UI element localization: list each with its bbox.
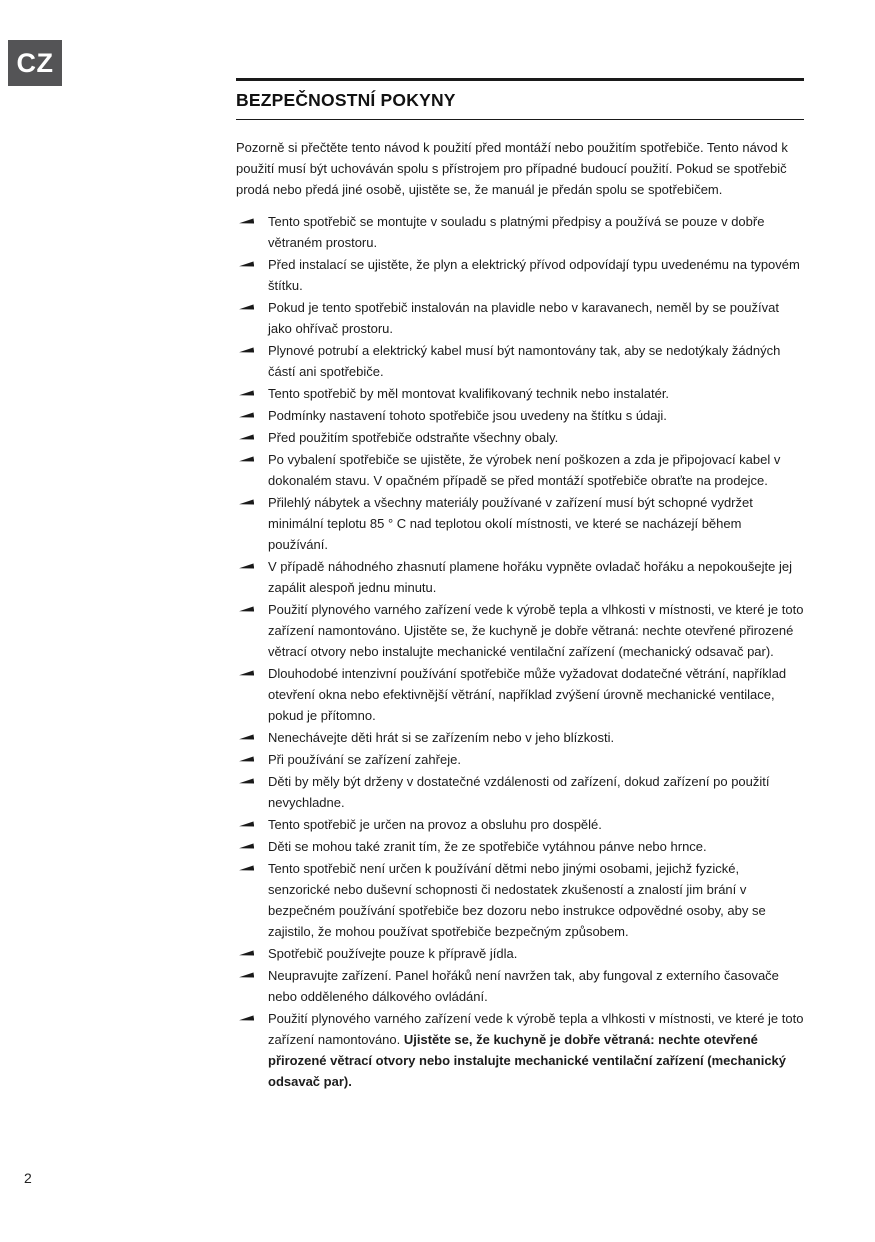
dash-bullet-icon: [239, 304, 254, 311]
bullet-text: Spotřebič používejte pouze k přípravě jídla.: [268, 946, 518, 961]
dash-bullet-icon: [239, 865, 254, 872]
list-item: [236, 943, 804, 964]
bullet-text: Po vybalení spotřebiče se ujistěte, že výrobek není poškozen a zda je připojovací kabel v dokonalém stavu. V opačném případě se před montáží spotřebiče obraťte na prodejce.: [268, 452, 781, 488]
bullet-text: Přilehlý nábytek a všechny materiály používané v zařízení musí být schopné vydržet minimální teplotu 85 ° C nad teplotou okolí místnosti, ve které se nacházejí během používání.: [268, 495, 753, 552]
dash-bullet-icon: [239, 261, 254, 268]
dash-bullet-icon: [239, 778, 254, 785]
bullet-text: Tento spotřebič není určen k používání dětmi nebo jinými osobami, jejichž fyzické, senzorické nebo duševní schopnosti či nedostatek zkušeností a znalostí jim brání v bezpečném používání spotřebiče bez dozoru nebo instrukce odpovědné osoby, aby se zajistilo, že mohou používat spotřebiče bezpečným způsobem.: [268, 861, 766, 939]
bullet-text: Při používání se zařízení zahřeje.: [268, 752, 461, 767]
list-item: [236, 663, 804, 726]
list-item: [236, 749, 804, 770]
safety-bullet-list: [236, 211, 804, 1092]
bullet-text: Tento spotřebič je určen na provoz a obsluhu pro dospělé.: [268, 817, 602, 832]
bullet-text: Použití plynového varného zařízení vede k výrobě tepla a vlhkosti v místnosti, ve které je toto zařízení namontováno. Ujistěte se, že kuchyně je dobře větraná: nechte otevřené přirozené větrací otvory nebo instalujte mechanické ventilační zařízení (mechanický odsavač par).: [268, 1011, 804, 1089]
dash-bullet-icon: [239, 1015, 254, 1022]
dash-bullet-icon: [239, 756, 254, 763]
dash-bullet-icon: [239, 606, 254, 613]
list-item: [236, 427, 804, 448]
bullet-text: Neupravujte zařízení. Panel hořáků není navržen tak, aby fungoval z externího časovače nebo odděleného dálkového ovládání.: [268, 968, 779, 1004]
list-item: [236, 383, 804, 404]
content-column: [236, 78, 804, 1093]
bullet-text: Plynové potrubí a elektrický kabel musí být namontovány tak, aby se nedotýkaly žádných částí ani spotřebiče.: [268, 343, 781, 379]
bullet-text: Děti se mohou také zranit tím, že ze spotřebiče vytáhnou pánve nebo hrnce.: [268, 839, 707, 854]
dash-bullet-icon: [239, 347, 254, 354]
list-item: [236, 254, 804, 296]
bullet-text: Pokud je tento spotřebič instalován na plavidle nebo v karavanech, neměl by se používat jako ohřívač prostoru.: [268, 300, 779, 336]
list-item: [236, 1008, 804, 1092]
dash-bullet-icon: [239, 499, 254, 506]
list-item: [236, 965, 804, 1007]
list-item: [236, 449, 804, 491]
list-item: [236, 297, 804, 339]
dash-bullet-icon: [239, 412, 254, 419]
dash-bullet-icon: [239, 456, 254, 463]
list-item: [236, 771, 804, 813]
bullet-text: Nenechávejte děti hrát si se zařízením nebo v jeho blízkosti.: [268, 730, 615, 745]
dash-bullet-icon: [239, 843, 254, 850]
list-item: [236, 492, 804, 555]
dash-bullet-icon: [239, 821, 254, 828]
list-item: [236, 211, 804, 253]
dash-bullet-icon: [239, 390, 254, 397]
list-item: [236, 836, 804, 857]
language-tab: CZ: [8, 40, 62, 86]
list-item: [236, 727, 804, 748]
dash-bullet-icon: [239, 972, 254, 979]
list-item: [236, 599, 804, 662]
page-number: 2: [24, 1170, 32, 1186]
dash-bullet-icon: [239, 734, 254, 741]
bullet-text-bold: Ujistěte se, že kuchyně je dobře větraná: nechte otevřené přirozené větrací otvory nebo instalujte mechanické ventilační zařízení (mechanický odsavač par).: [268, 1032, 787, 1089]
bullet-text: Před instalací se ujistěte, že plyn a elektrický přívod odpovídají typu uvedenému na typovém štítku.: [268, 257, 800, 293]
bullet-text: Dlouhodobé intenzivní používání spotřebiče může vyžadovat dodatečné větrání, například otevření okna nebo efektivnější větrání, například zvýšení úrovně mechanické ventilace, pokud je přítomno.: [268, 666, 787, 723]
bullet-text: Podmínky nastavení tohoto spotřebiče jsou uvedeny na štítku s údaji.: [268, 408, 667, 423]
bullet-text: Tento spotřebič se montujte v souladu s platnými předpisy a používá se pouze v dobře větraném prostoru.: [268, 214, 765, 250]
dash-bullet-icon: [239, 670, 254, 677]
dash-bullet-icon: [239, 218, 254, 225]
bullet-text: Před použitím spotřebiče odstraňte všechny obaly.: [268, 430, 559, 445]
list-item: [236, 556, 804, 598]
list-item: [236, 858, 804, 942]
title-rule: [236, 119, 804, 120]
list-item: [236, 405, 804, 426]
section-title: BEZPEČNOSTNÍ POKYNY: [236, 90, 456, 110]
bullet-text: Použití plynového varného zařízení vede k výrobě tepla a vlhkosti v místnosti, ve které je toto zařízení namontováno. Ujistěte se, že kuchyně je dobře větraná: nechte otevřené přirozené větrací otvory nebo instalujte mechanické ventilační zařízení (mechanický odsavač par).: [268, 602, 804, 659]
dash-bullet-icon: [239, 563, 254, 570]
dash-bullet-icon: [239, 950, 254, 957]
bullet-text: V případě náhodného zhasnutí plamene hořáku vypněte ovladač hořáku a nepokoušejte jej zapálit alespoň jednu minutu.: [268, 559, 792, 595]
bullet-text: Tento spotřebič by měl montovat kvalifikovaný technik nebo instalatér.: [268, 386, 670, 401]
intro-paragraph: Pozorně si přečtěte tento návod k použití před montáží nebo použitím spotřebiče. Tento návod k použití musí být uchováván spolu s přístrojem pro případné budoucí použití. Pokud se spotřebič prodá nebo předá jiné osobě, ujistěte se, že manuál je předán spolu se spotřebičem.: [236, 140, 788, 197]
list-item: [236, 814, 804, 835]
dash-bullet-icon: [239, 434, 254, 441]
list-item: [236, 340, 804, 382]
bullet-text: Děti by měly být drženy v dostatečné vzdálenosti od zařízení, dokud zařízení po použití nevychladne.: [268, 774, 770, 810]
